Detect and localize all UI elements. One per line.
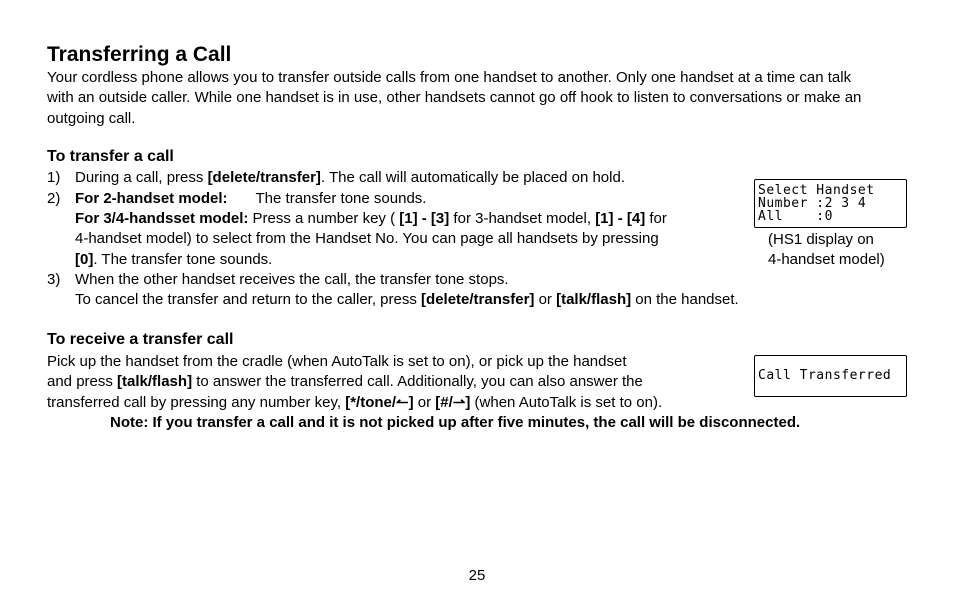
step-1-number: 1) [47, 169, 61, 186]
display-line-2: Number :2 3 4 [758, 196, 867, 211]
step-3-number: 3) [47, 271, 61, 288]
handset-display-transferred: Call Transferred [754, 355, 907, 397]
handset-display-select [754, 179, 907, 228]
display-line-1: Select Handset [758, 183, 875, 198]
step-2-line3: 4-handset model) to select from the Handset No. You can page all handsets by pressing [75, 230, 659, 247]
step-2-model34: For 3/4-handsset model: Press a number key ( [1] - [3] for 3-handset model, [1] - [4] for [75, 210, 667, 227]
step-2-number: 2) [47, 190, 61, 207]
display-line-3: All :0 [758, 209, 833, 224]
step-2-model2: For 2-handset model: The transfer tone sounds. [75, 190, 427, 207]
step-3-line1: When the other handset receives the call, the transfer tone stops. [75, 271, 509, 288]
step-3-line2: To cancel the transfer and return to the caller, press [delete/transfer] or [talk/flash] on the handset. [75, 291, 739, 308]
receive-paragraph: Pick up the handset from the cradle (when AutoTalk is set to on), or pick up the handset and press [talk/flash] to answer the transferred call. Additionally, you can also answer the transferred call by pressing any number key, [*/tone/↼] or [#/⇀] (when AutoTalk is set to on). [47, 353, 663, 411]
step-1-text: During a call, press [delete/transfer]. The call will automatically be placed on hold. [75, 169, 625, 186]
display-caption: (HS1 display on 4-handset model) [768, 231, 885, 268]
receive-heading: To receive a transfer call [47, 331, 234, 348]
note-text: Note: If you transfer a call and it is not picked up after five minutes, the call will be disconnected. [110, 414, 801, 431]
step-2-line4: [0]. The transfer tone sounds. [75, 251, 273, 268]
intro-paragraph: Your cordless phone allows you to transfer outside calls from one handset to another. Only one handset at a time can talk with an outside caller. While one handset is in use, other handsets cannot go off hook to listen to conversations or make an outgoing call. [47, 69, 862, 127]
transfer-heading: To transfer a call [47, 148, 174, 165]
page-number: 25 [468, 567, 486, 584]
page-title: Transferring a Call [47, 43, 232, 66]
